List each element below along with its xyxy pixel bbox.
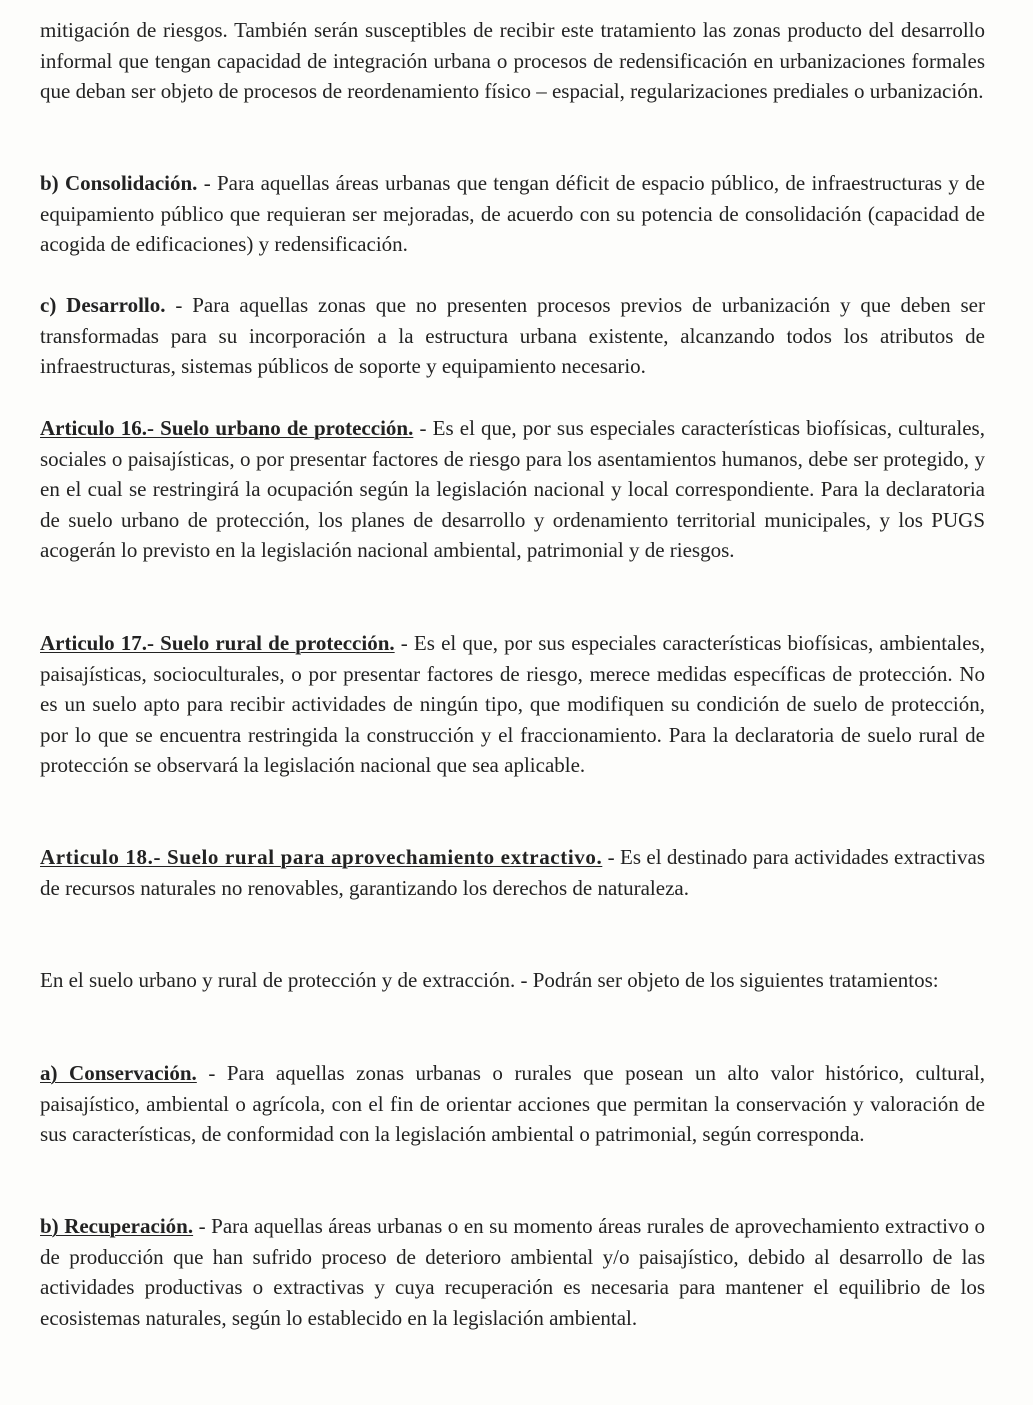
paragraph-articulo-18 <box>40 842 985 903</box>
paragraph-heading: b) Consolidación. <box>40 171 198 195</box>
paragraph-articulo-17 <box>40 628 985 781</box>
paragraph-text: - Para aquellas áreas urbanas que tengan déficit de espacio público, de infraestructuras y de equipamiento público que requieran ser mejoradas, de acuerdo con su potencia de consolidación (capacidad de acogida de edificaciones) y redensificación. <box>40 171 985 257</box>
paragraph-heading: b) Recuperación. <box>40 1214 194 1238</box>
paragraph-heading: a) Conservación. <box>40 1061 197 1085</box>
paragraph-text: - Es el que, por sus especiales características biofísicas, ambientales, paisajísticas, socioculturales, o por presentar factores de riesgo, merece medidas específicas de protección. No es un suelo apto para recibir actividades de ningún tipo, que modifiquen su condición de suelo de protección, por lo que se encuentra restringida la construcción y el fraccionamiento. Para la declaratoria de suelo rural de protección se observará la legislación nacional que sea aplicable. <box>40 631 985 778</box>
paragraph-text: En el suelo urbano y rural de protección y de extracción. - Podrán ser objeto de los siguientes tratamientos: <box>40 968 939 992</box>
article-heading: Articulo 18.- Suelo rural para aprovechamiento extractivo. <box>40 845 603 869</box>
paragraph-recuperacion <box>40 1211 985 1333</box>
paragraph-tratamientos <box>40 965 985 996</box>
paragraph-text: - Para aquellas zonas urbanas o rurales que posean un alto valor histórico, cultural, paisajístico, ambiental o agrícola, con el fin de orientar acciones que permitan la conservación y valoración de sus características, de conformidad con la legislación ambiental o patrimonial, según corresponda. <box>40 1061 985 1147</box>
paragraph-text: - Para aquellas áreas urbanas o en su momento áreas rurales de aprovechamiento extractivo o de producción que han sufrido proceso de deterioro ambiental y/o paisajístico, debido al desarrollo de las actividades productivas o extractivas y cuya recuperación es necesaria para mantener el equilibrio de los ecosistemas naturales, según lo establecido en la legislación ambiental. <box>40 1214 985 1330</box>
paragraph-text: - Es el destinado para actividades extractivas de recursos naturales no renovables, garantizando los derechos de naturaleza. <box>40 845 985 900</box>
paragraph-text: mitigación de riesgos. También serán susceptibles de recibir este tratamiento las zonas producto del desarrollo informal que tengan capacidad de integración urbana o procesos de redensificación en urbanizaciones formales que deban ser objeto de procesos de reordenamiento físico – espacial, regularizaciones prediales o urbanización. <box>40 18 985 104</box>
paragraph-heading: c) Desarrollo. <box>40 293 166 317</box>
paragraph-conservacion <box>40 1058 985 1150</box>
paragraph-consolidacion <box>40 168 985 260</box>
paragraph-intro <box>40 15 985 107</box>
paragraph-desarrollo <box>40 290 985 382</box>
paragraph-text: - Es el que, por sus especiales características biofísicas, culturales, sociales o paisajísticas, o por presentar factores de riesgo para los asentamientos humanos, debe ser protegido, y en el cual se restringirá la ocupación según la legislación nacional y local correspondiente. Para la declaratoria de suelo urbano de protección, los planes de desarrollo y ordenamiento territorial municipales, y los PUGS acogerán lo previsto en la legislación nacional ambiental, patrimonial y de riesgos. <box>40 416 985 563</box>
paragraph-text: - Para aquellas zonas que no presenten procesos previos de urbanización y que deben ser transformadas para su incorporación a la estructura urbana existente, alcanzando todos los atributos de infraestructuras, sistemas públicos de soporte y equipamiento necesario. <box>40 293 985 379</box>
document-page <box>40 0 985 1405</box>
paragraph-articulo-16 <box>40 413 985 566</box>
article-heading: Articulo 16.- Suelo urbano de protección. <box>40 416 414 440</box>
article-heading: Articulo 17.- Suelo rural de protección. <box>40 631 395 655</box>
